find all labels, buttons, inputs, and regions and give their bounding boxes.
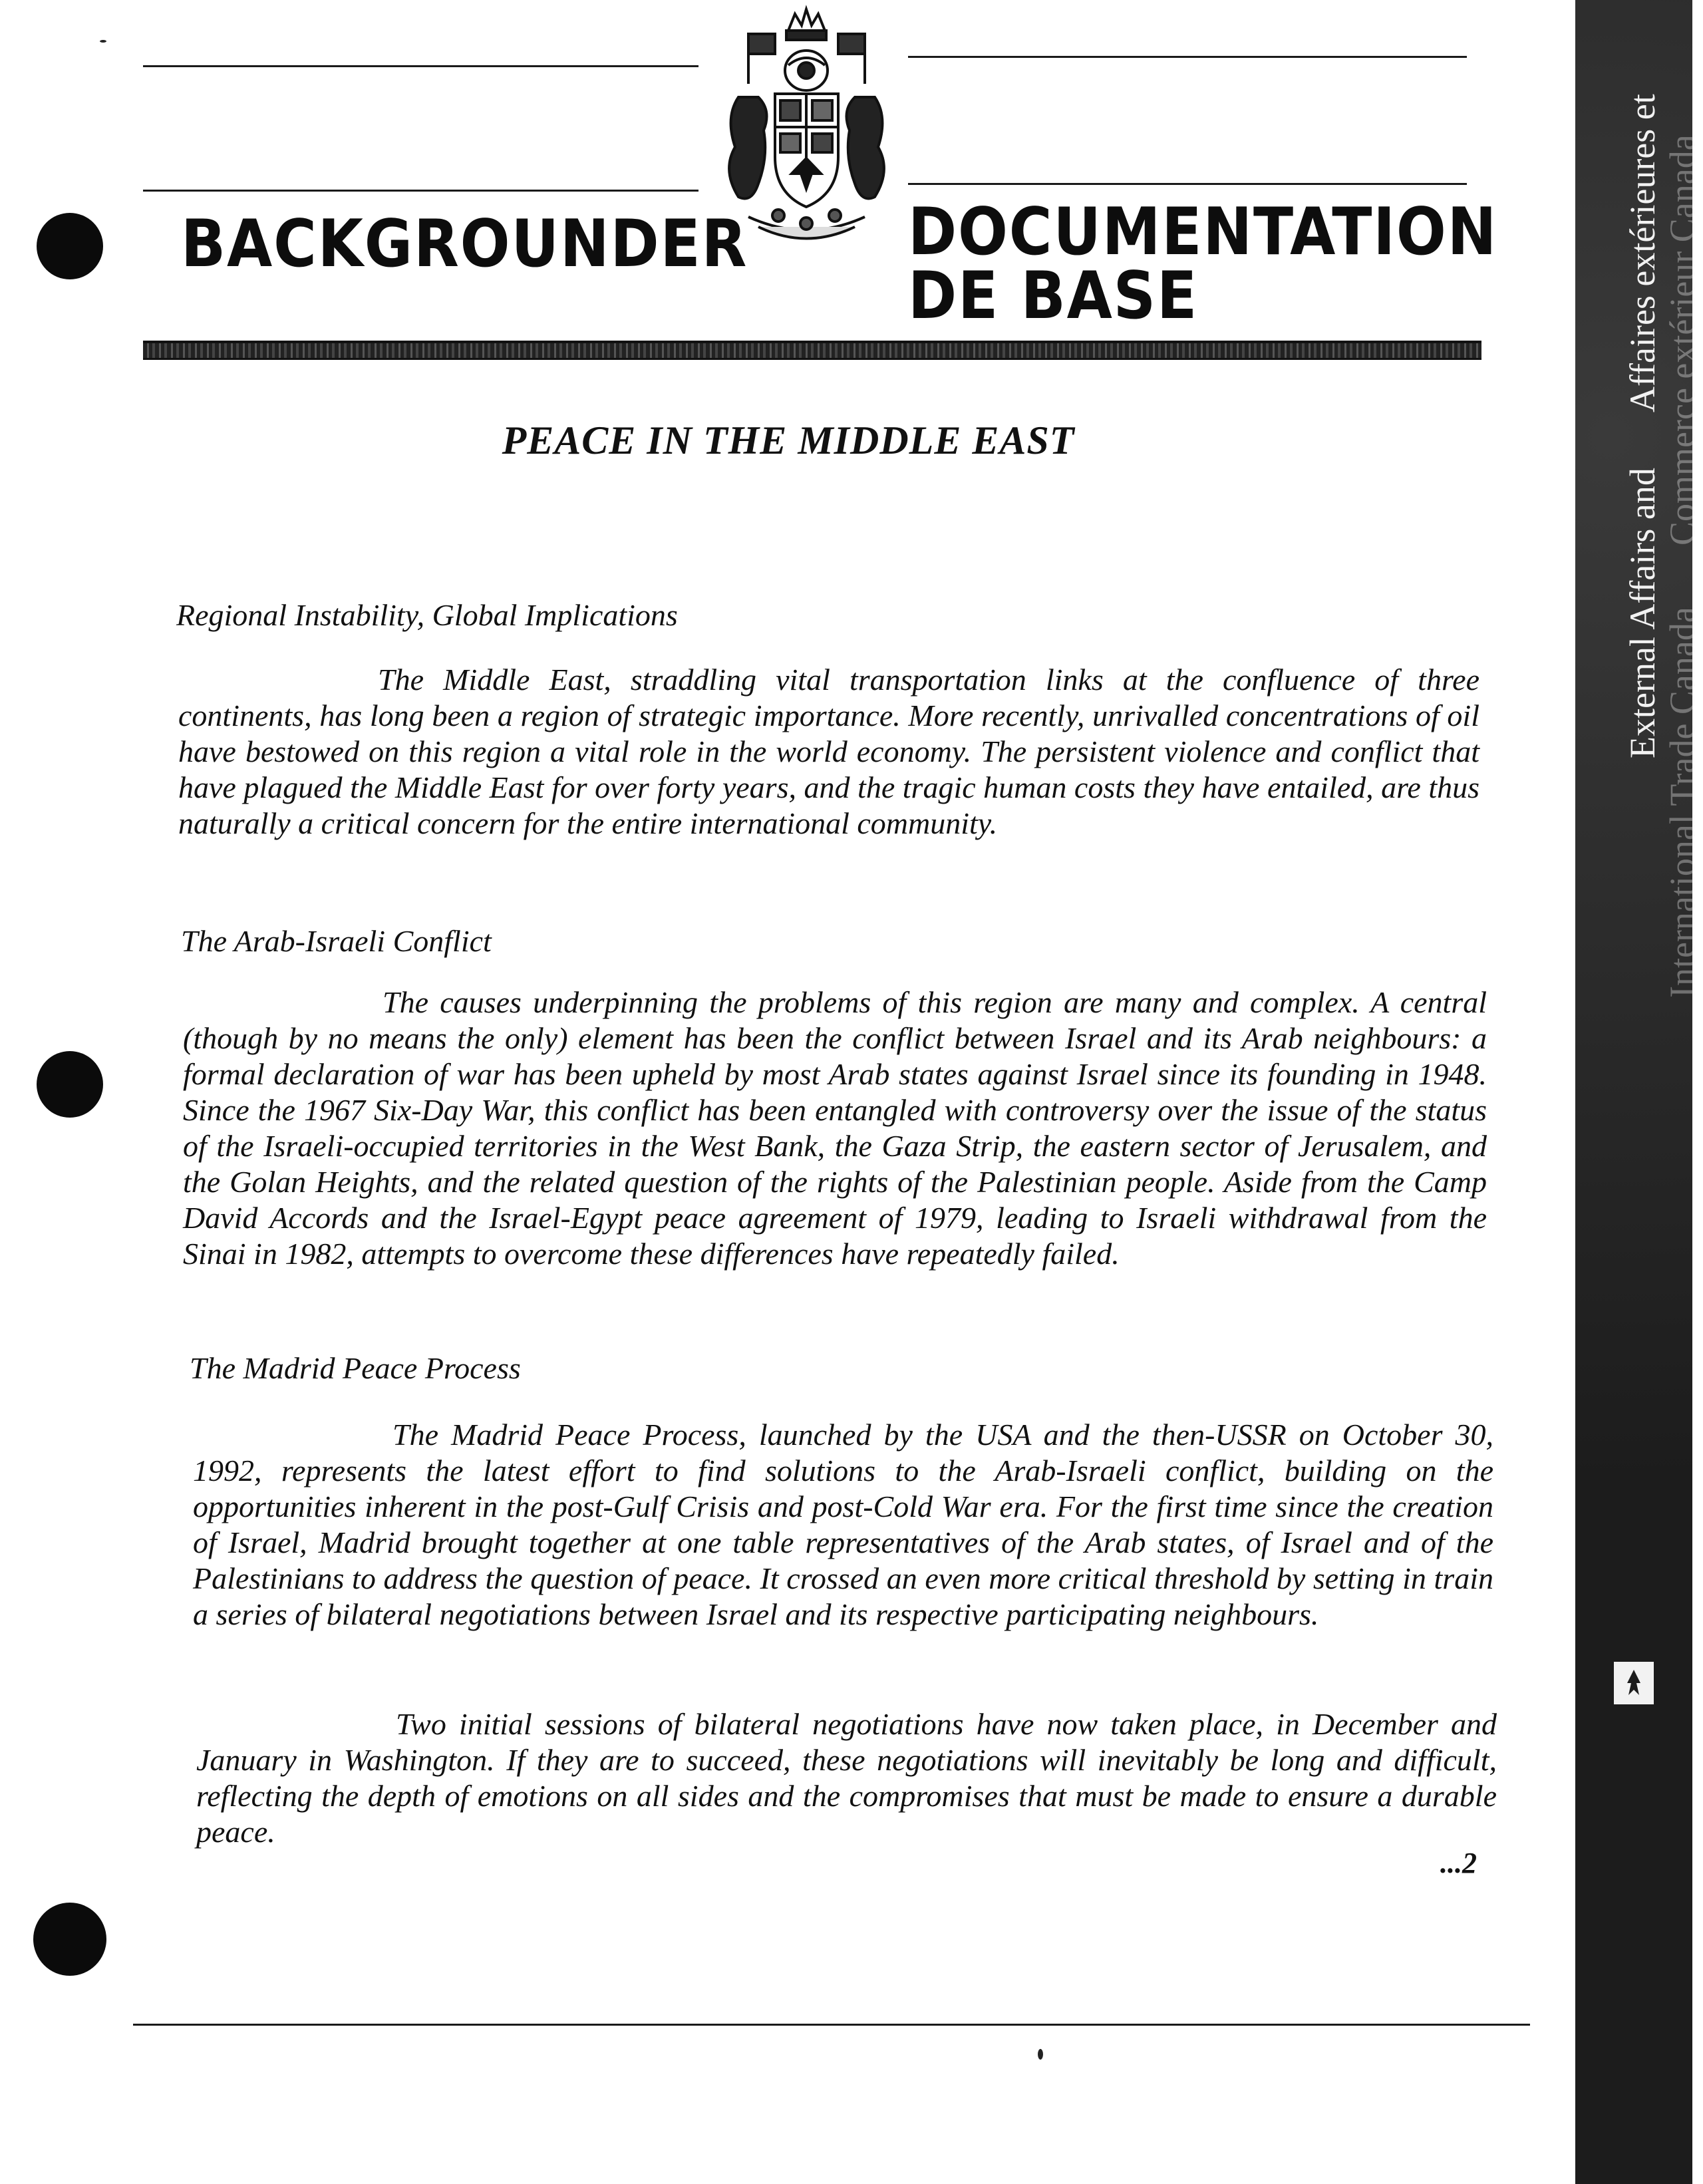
canada-wordmark-flag-icon <box>1607 1637 1660 1730</box>
sidebar-department-en: External Affairs and <box>1623 468 1662 758</box>
header-rule-mid-left <box>143 190 698 192</box>
punch-hole-middle <box>37 1051 103 1118</box>
punch-hole-top <box>37 213 103 279</box>
scan-speck <box>1038 2049 1043 2060</box>
section-heading: Regional Instability, Global Implications <box>176 598 678 632</box>
sidebar-ministry-en: International Trade Canada <box>1662 607 1702 998</box>
page-title: PEACE IN THE MIDDLE EAST <box>502 418 1075 462</box>
continuation-marker: ...2 <box>1440 1847 1477 1879</box>
punch-hole-bottom <box>33 1903 106 1976</box>
section-paragraph: The causes underpinning the problems of this region are many and complex. A central (though by no means the only) element has been the conflict between Israel and its Arab neighbours: a formal declaration of war has been upheld by most Arab states against Israel since its founding in 1948. Since the 1967 Six-Day War, this conflict has been entangled with controversy over the issue of the status of the Israeli-occupied territories in the West Bank, the Gaza Strip, the eastern sector of Jerusalem, and the Golan Heights, and the related question of the rights of the Palestinian people. Aside from the Camp David Accords and the Israel-Egypt peace agreement of 1979, leading to Israeli withdrawal from the Sinai in 1982, attempts to overcome these differences have repeatedly failed. <box>183 985 1487 1271</box>
de-base-label: DE BASE <box>908 258 1199 334</box>
footer-rule <box>133 2024 1530 2026</box>
section-paragraph: The Madrid Peace Process, launched by the USA and the then-USSR on October 30, 1992, represents the latest effort to find solutions to the Arab-Israeli conflict, building on the opportunities inherent in the post-Gulf Crisis and post-Cold War era. For the first time since the creation of Israel, Madrid brought together at one table representatives of the Arab states, of Israel and of the Palestinians to address the question of peace. It crossed an even more critical threshold by setting in train a series of bilateral negotiations between Israel and its respective participating neighbours. <box>193 1418 1493 1631</box>
header-rule-top-left <box>143 65 698 67</box>
scan-speck <box>100 40 106 43</box>
section-paragraph: The Middle East, straddling vital transportation links at the confluence of three continents, has long been a region of strategic importance. More recently, unrivalled concentrations of oil have bestowed on this region a vital role in the world economy. The persistent violence and conflict that have plagued the Middle East for over forty years, and the tragic human costs they have entailed, are thus naturally a critical concern for the entire international community. <box>178 663 1479 840</box>
header-divider-bar <box>143 341 1481 360</box>
documentation-label: DOCUMENTATION <box>908 194 1498 270</box>
section-paragraph: Two initial sessions of bilateral negotiations have now taken place, in December and January in Washington. If they are to succeed, these negotiations will inevitably be long and difficult, reflecting the depth of emotions on all sides and the compromises that must be made to ensure a durable peace. <box>196 1707 1497 1849</box>
header-rule-mid-right <box>908 183 1467 185</box>
sidebar-ministry-fr: Commerce extérieur Canada <box>1662 134 1702 546</box>
header-rule-top-right <box>908 56 1467 58</box>
department-sidebar <box>1575 0 1702 2184</box>
backgrounder-label: BACKGROUNDER <box>181 206 748 282</box>
section-heading: The Arab-Israeli Conflict <box>181 924 492 958</box>
sidebar-department-fr: Affaires extérieures et <box>1623 94 1662 412</box>
section-heading: The Madrid Peace Process <box>190 1351 521 1385</box>
